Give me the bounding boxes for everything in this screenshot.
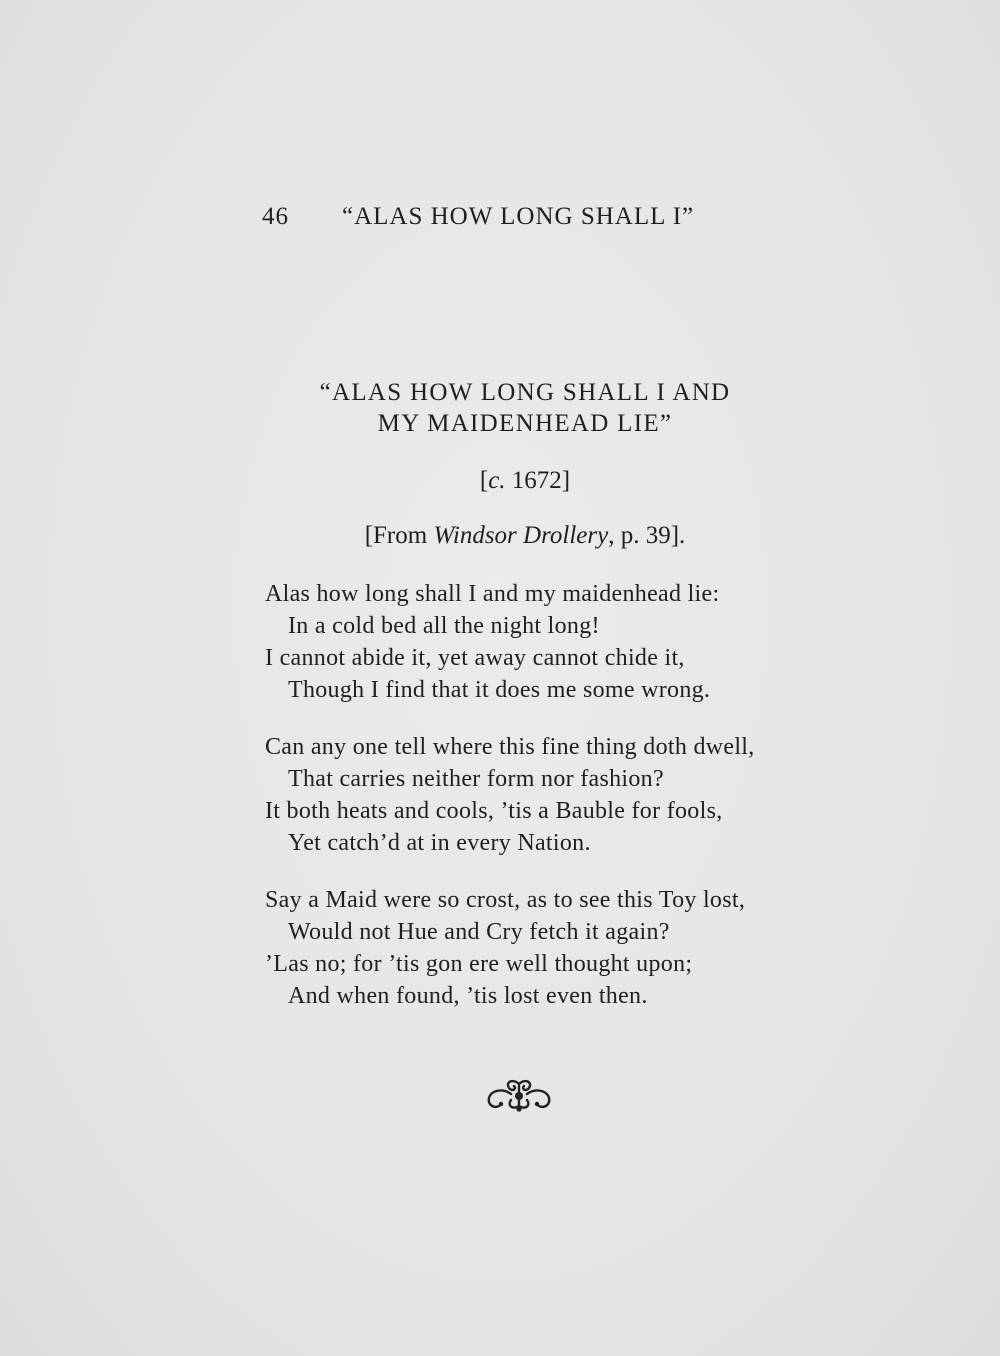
stanza (265, 731, 805, 859)
poem-line: ’Las no; for ’tis gon ere well thought upon; (265, 951, 693, 977)
poem-title-line-2: MY MAIDENHEAD LIE” (377, 410, 673, 437)
poem-line: Alas how long shall I and my maidenhead lie: (265, 581, 720, 607)
poem-title-line-1: “ALAS HOW LONG SHALL I AND (319, 379, 731, 406)
source-suffix: , p. 39]. (608, 522, 686, 549)
poem-line: Say a Maid were so crost, as to see this Toy lost, (265, 887, 746, 913)
stanza (265, 578, 805, 706)
poem-source (300, 522, 750, 550)
poem-line: And when found, ’tis lost even then. (288, 983, 648, 1009)
page-number: 46 (262, 203, 289, 230)
poem-line: Can any one tell where this fine thing doth dwell, (265, 734, 755, 760)
running-title: “ALAS HOW LONG SHALL I” (342, 203, 695, 230)
poem-date (400, 467, 650, 495)
date-circa: c. (488, 467, 506, 494)
poem-line: I cannot abide it, yet away cannot chide it, (265, 645, 685, 671)
poem-line: It both heats and cools, ’tis a Bauble for fools, (265, 798, 723, 824)
poem-line: Yet catch’d at in every Nation. (288, 830, 591, 856)
date-bracket: [ (479, 467, 489, 494)
running-header (262, 203, 732, 243)
poem-body (265, 578, 805, 1037)
poem-title (200, 377, 850, 439)
source-work-title: Windsor Drollery (433, 522, 609, 549)
stanza (265, 884, 805, 1012)
date-year: 1672] (511, 467, 571, 494)
poem-line: In a cold bed all the night long! (288, 613, 600, 639)
source-prefix: [From (364, 522, 434, 549)
poem-line: Would not Hue and Cry fetch it again? (288, 919, 670, 945)
poem-line: That carries neither form nor fashion? (288, 766, 664, 792)
poem-line: Though I find that it does me some wrong. (288, 677, 711, 703)
fleuron-ornament-icon (483, 1076, 555, 1116)
